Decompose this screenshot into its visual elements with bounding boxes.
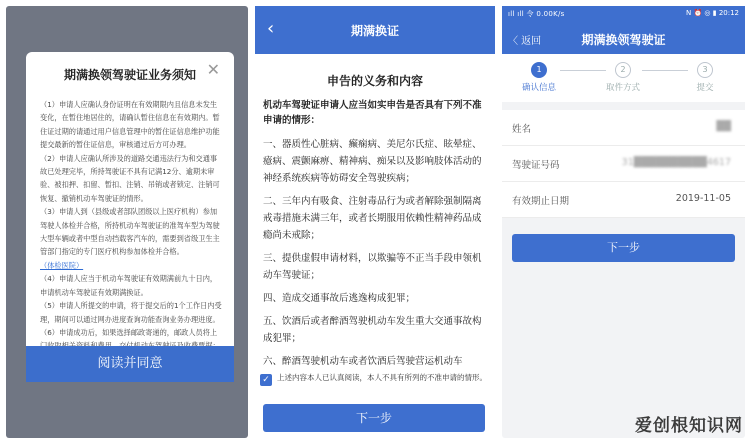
page-title: 期满换领驾驶证 — [581, 33, 666, 47]
field-label: 驾驶证号码 — [512, 160, 560, 171]
field-label: 姓名 — [512, 124, 532, 135]
step-label: 提交 — [696, 83, 714, 93]
header-bar — [502, 6, 745, 54]
declaration-item: 三、提供虚假申请材料，以欺骗等不正当手段申领机动车驾驶证； — [263, 253, 482, 281]
step-label: 取件方式 — [605, 83, 640, 93]
step-label: 确认信息 — [521, 83, 556, 93]
notice-paragraph: （2）申请人应确认所涉及的道路交通违法行为和交通事故已处理完毕，所持驾驶证不具有记满12分、逾期未审验、被扣押、扣留、暂扣、注销、吊销或者锁定、注销可恢复、撤销机动车驾驶证的情形。 — [40, 153, 220, 203]
step-confirm-info — [504, 62, 574, 93]
declaration-list[interactable] — [263, 136, 487, 366]
notice-paragraph: （6）申请成功后，如果选择邮政寄递的，邮政人员将上 — [40, 327, 218, 337]
notice-body[interactable] — [40, 98, 222, 344]
form-row-expiry-date — [502, 182, 745, 218]
dialog-title: 期满换领驾驶证业务须知 — [63, 68, 196, 82]
notice-paragraph: （1）申请人应确认身份证明在有效期限内且信息未发生变化，在暂住地居住的，请确认暂住信息在有效期内。暂住证过期的请通过用户信息管理中的暂住证信息维护功能提交最新的暂住证信息，审核通过后方可办理。 — [40, 100, 220, 150]
notice-screen — [6, 6, 248, 438]
declaration-item: 二、三年内有吸食、注射毒品行为或者解除强制隔离戒毒措施未满三年，或者长期服用依赖性精神药品成瘾尚未戒除； — [263, 196, 482, 241]
notice-paragraph: （4）申请人应当于机动车驾驶证有效期满前九十日内，申请机动车驾驶证有效期满换证。 — [40, 274, 218, 297]
read-agree-button[interactable]: 阅读并同意 — [26, 346, 234, 382]
watermark: 爱创根知识网 — [635, 416, 743, 436]
page-title: 期满换证 — [350, 24, 399, 38]
step-pickup-method — [588, 62, 658, 93]
field-value: 2019-11-05 — [675, 193, 731, 204]
notice-paragraph: （3）申请人到（县级或者部队团级以上医疗机构）参加驾驶人体检并合格，所持机动车驾驶证的准驾车型为驾驶大型车辆或者中型自动挡载客汽车的，需要到省级卫生主管部门指定的专门医疗机构参加体检并合格。（体检医院） — [40, 207, 220, 270]
declaration-item: 一、器质性心脏病、癫痫病、美尼尔氏症、眩晕症、癔病、震颤麻痹、精神病、痴呆以及影响肢体活动的神经系统疾病等妨碍安全驾驶疾病； — [263, 139, 482, 184]
field-value: ██ — [716, 121, 731, 132]
field-label: 有效期止日期 — [512, 196, 570, 207]
declaration-intro: 机动车驾驶证申请人应当如实申告是否具有下列不准申请的情形： — [263, 100, 482, 126]
agreement-row — [255, 368, 495, 400]
renewal-screen — [502, 6, 745, 438]
step-number: 1 — [531, 62, 547, 78]
status-bar-right: N ⏰ ◎ ▮ 20:12 — [686, 9, 739, 17]
status-bar-left: ıll ıll 令 0.00K/s — [508, 10, 565, 18]
notice-dialog — [26, 52, 234, 382]
form-row-license-number — [502, 146, 745, 182]
info-form — [502, 110, 745, 218]
hospital-link[interactable]: （体检医院） — [40, 260, 84, 270]
stepper — [502, 54, 745, 102]
back-icon[interactable]: ‹ — [267, 18, 275, 39]
notice-paragraph: （5）申请人所提交的申请，将于提交后的1个工作日内受理，期间可以通过网办进度查询功能查询业务办理进度。 — [40, 301, 222, 324]
next-button[interactable]: 下一步 — [263, 404, 485, 432]
agree-label: 上述内容本人已认真阅读，本人不具有所列的不准申请的情形。 — [277, 373, 487, 382]
step-number: 3 — [697, 62, 713, 78]
step-submit — [670, 62, 740, 93]
declaration-item: 六、醉酒驾驶机动车或者饮酒后驾驶营运机动车 — [263, 356, 463, 367]
agree-checkbox[interactable]: ✓ — [260, 374, 272, 386]
close-icon[interactable]: ✕ — [206, 60, 220, 79]
next-button[interactable]: 下一步 — [512, 234, 735, 262]
step-number: 2 — [615, 62, 631, 78]
declaration-item: 四、造成交通事故后逃逸构成犯罪； — [263, 293, 416, 304]
field-value: 31██████████4617 — [621, 157, 731, 168]
declaration-screen — [255, 6, 495, 438]
form-row-name — [502, 110, 745, 146]
declaration-item: 五、饮酒后或者醉酒驾驶机动车发生重大交通事故构成犯罪； — [263, 316, 482, 344]
section-title: 申告的义务和内容 — [326, 74, 423, 88]
header-bar — [255, 6, 495, 54]
back-button[interactable]: 〈 返回 — [508, 36, 542, 47]
